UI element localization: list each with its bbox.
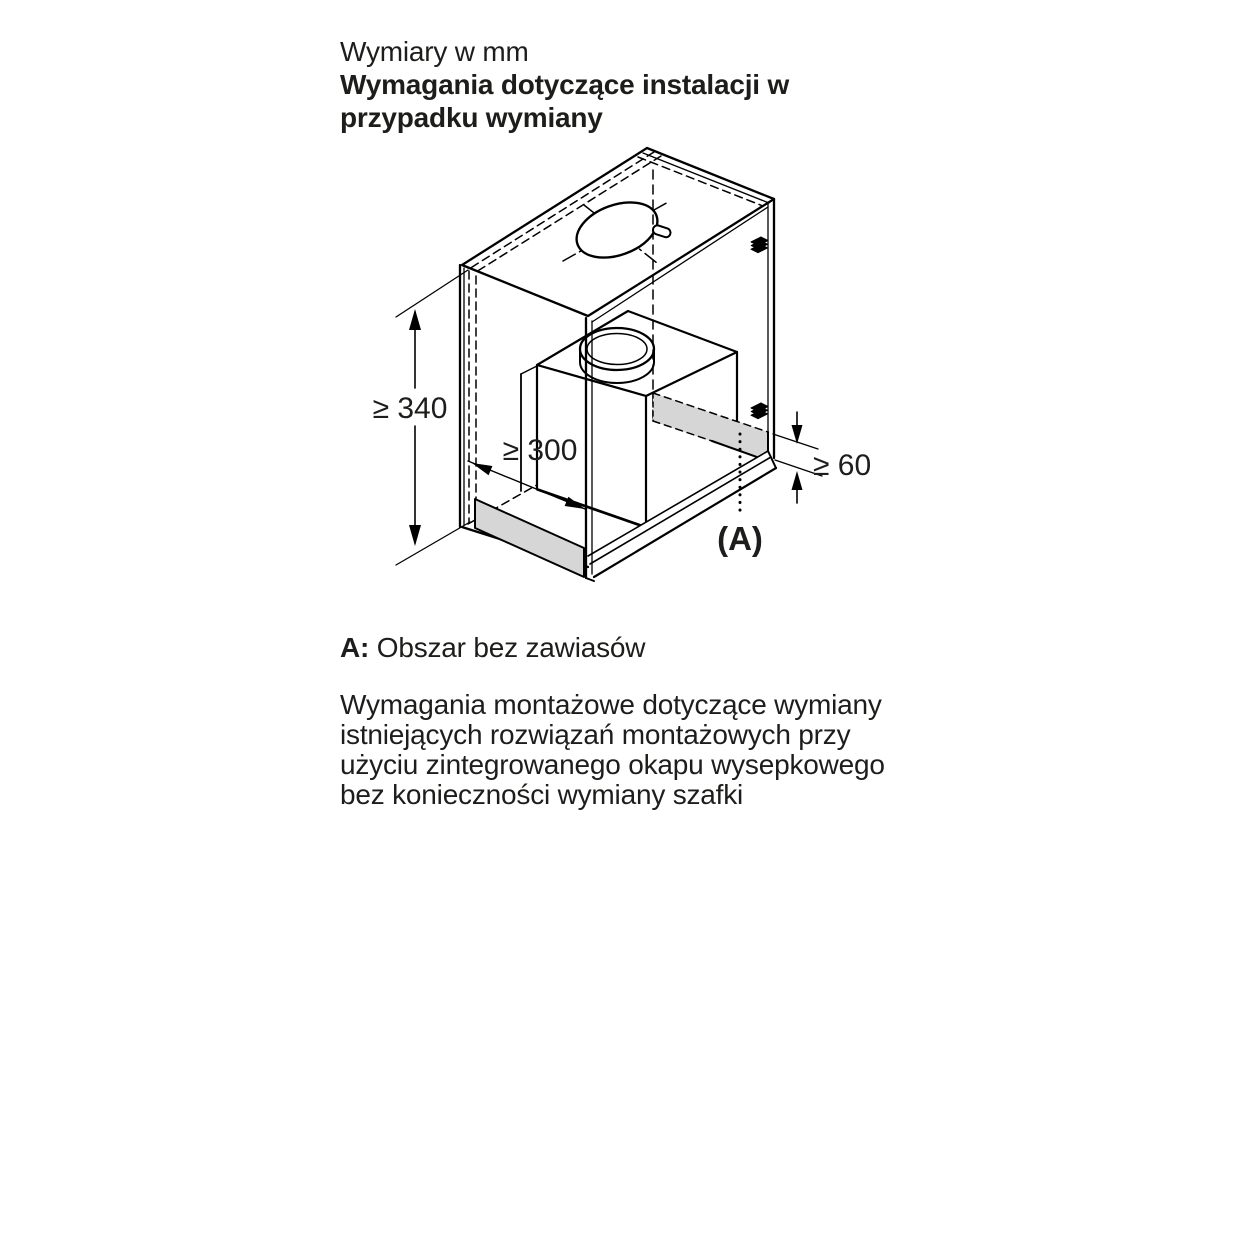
description-line2: istniejących rozwiązań montażowych przy — [340, 719, 851, 750]
dimensions-note: Wymiary w mm — [340, 36, 529, 67]
hinge-icon — [751, 403, 768, 419]
description-paragraph — [340, 690, 885, 810]
hinge-icon — [751, 237, 768, 253]
page-title-line1: Wymagania dotyczące instalacji w — [340, 69, 790, 100]
dim-height-label: ≥ 340 — [372, 392, 448, 425]
dim-depth-label: ≥ 300 — [502, 434, 578, 467]
legend-line — [340, 632, 645, 664]
hinge-free-area-left — [475, 499, 584, 577]
area-marker-label: (A) — [717, 520, 763, 557]
description-line4: bez konieczności wymiany szafki — [340, 779, 744, 810]
description-line1: Wymagania montażowe dotyczące wymiany — [340, 689, 882, 720]
description-line3: użyciu zintegrowanego okapu wysepkowego — [340, 749, 885, 780]
legend-key: A: — [340, 632, 370, 663]
page-title-line2: przypadku wymiany — [340, 102, 603, 133]
dim-bottom-label: ≥ 60 — [813, 449, 872, 482]
legend-text: Obszar bez zawiasów — [376, 632, 646, 663]
